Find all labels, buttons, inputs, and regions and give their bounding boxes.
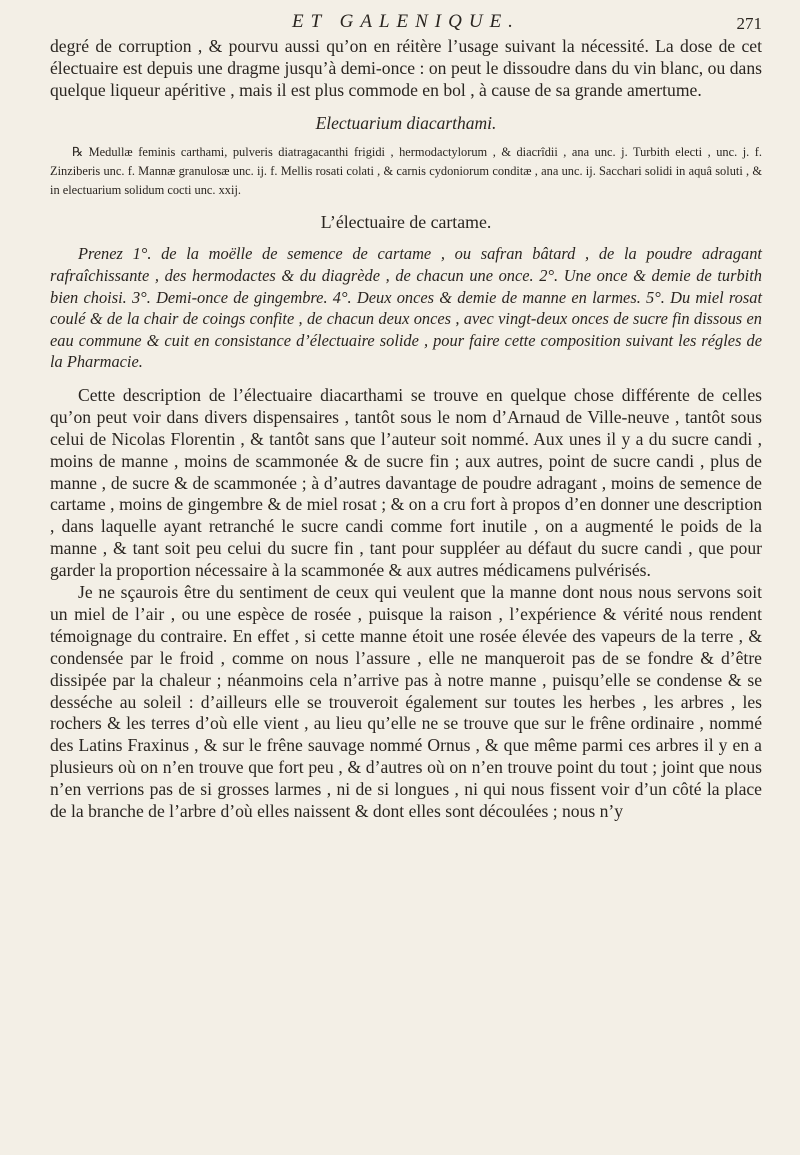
running-head [50,8,762,36]
book-page [50,8,762,1148]
paragraph-description: Cette description de l’électuaire diacarthami se trouve en quelque chose différente de celles qu’on peut voir dans divers dispensaires , tantôt sous le nom d’Arnaud de Ville-neuve , tantôt sous celui de Nicolas Florentin , & tantôt sans que l’auteur soit nommé. Aux unes il y a du sucre candi , moins de manne , moins de scammonée & de sucre fin ; aux autres, point de sucre candi , plus de manne , de sucre & de scammonée ; à d’autres davantage de poudre adragant , moins de semence de cartame , moins de gingembre & de miel rosat ; & on a cru fort à propos d’en donner une description , dans laquelle ayant retranché le sucre candi comme fort inutile , on a augmenté le poids de la manne , & tant soit peu celui du sucre fin , tant pour suppléer au défaut du sucre candi , que pour garder la proportion nécessaire à la scammonée & aux autres médicamens pulvérisés. [50,384,762,581]
french-recipe: Prenez 1°. de la moëlle de semence de cartame , ou safran bâtard , de la poudre adragant rafraîchissante , des hermodactes & du diagrède , de chacun une once. 2°. Une once & demie de turbith bien choisi. 3°. Demi-once de gingembre. 4°. Deux onces & demie de manne en larmes. 5°. Du miel rosat coulé & de la chair de coings confite , de chacun deux onces , avec vingt-deux onces de sucre fin dissous en eau commune & cuit en consistance d’électuaire solide , pour faire cette composition suivant les régles de la Pharmacie. [50,244,762,372]
paragraph-manna: Je ne sçaurois être du sentiment de ceux qui veulent que la manne dont nous nous servons soit un miel de l’air , ou une espèce de rosée , puisque la raison , l’expérience & vérité nous rendent témoignage du contraire. En effet , si cette manne étoit une rosée élevée des vapeurs de la terre , & condensée par le froid , comme on nous l’assure , elle ne manqueroit pas de se fondre & d’être dissipée par la chaleur ; néanmoins cela n’arrive pas à notre manne , puisqu’elle se condense & se desséche au soleil : d’ailleurs elle se trouveroit également sur toutes les herbes , les arbres , les rochers & les terres d’où elle vient , au lieu qu’elle ne se trouve que sur le frêne ordinaire , nommé des Latins Fraxinus , & sur le frêne sauvage nommé Ornus , & que même parmi ces arbres il y en a plusieurs où on n’en trouve que fort peu , & d’autres où on n’en trouve point du tout ; joint que nous n’en verrions pas de si grosses larmes , ni de si longues , ni qui nous fissent voir d’un côté la place de la branche de l’arbre d’où elles naissent & dont elles sont découlées ; nous n’y [50,582,762,822]
latin-recipe: ℞ Medullæ feminis carthami, pulveris diatragacanthi frigidi , hermodactylorum , & diacrîdii , ana unc. j. Turbith electi , unc. j. f. Zinziberis unc. f. Mannæ granulosæ unc. ij. f. Mellis rosati colati , & carnis cydoniorum conditæ , ana unc. ij. Sacchari solidi in aquâ soluti , & in electuarium solidum cocti unc. xxij. [50,144,762,198]
running-title: ET GALENIQUE. [292,11,520,32]
paragraph-dose: degré de corruption , & pourvu aussi qu’on en réitère l’usage suivant la nécessité. La dose de cet électuaire est depuis une dragme jusqu’à demi-once : on peut le dissoudre dans du vin blanc, ou dans quelque liqueur apéritive , mais il est plus commode en bol , à cause de sa grande amertume. [50,36,762,100]
latin-heading: Electuarium diacarthami. [315,112,497,133]
page-number: 271 [736,14,762,33]
french-heading: L’électuaire de cartame. [320,212,492,233]
